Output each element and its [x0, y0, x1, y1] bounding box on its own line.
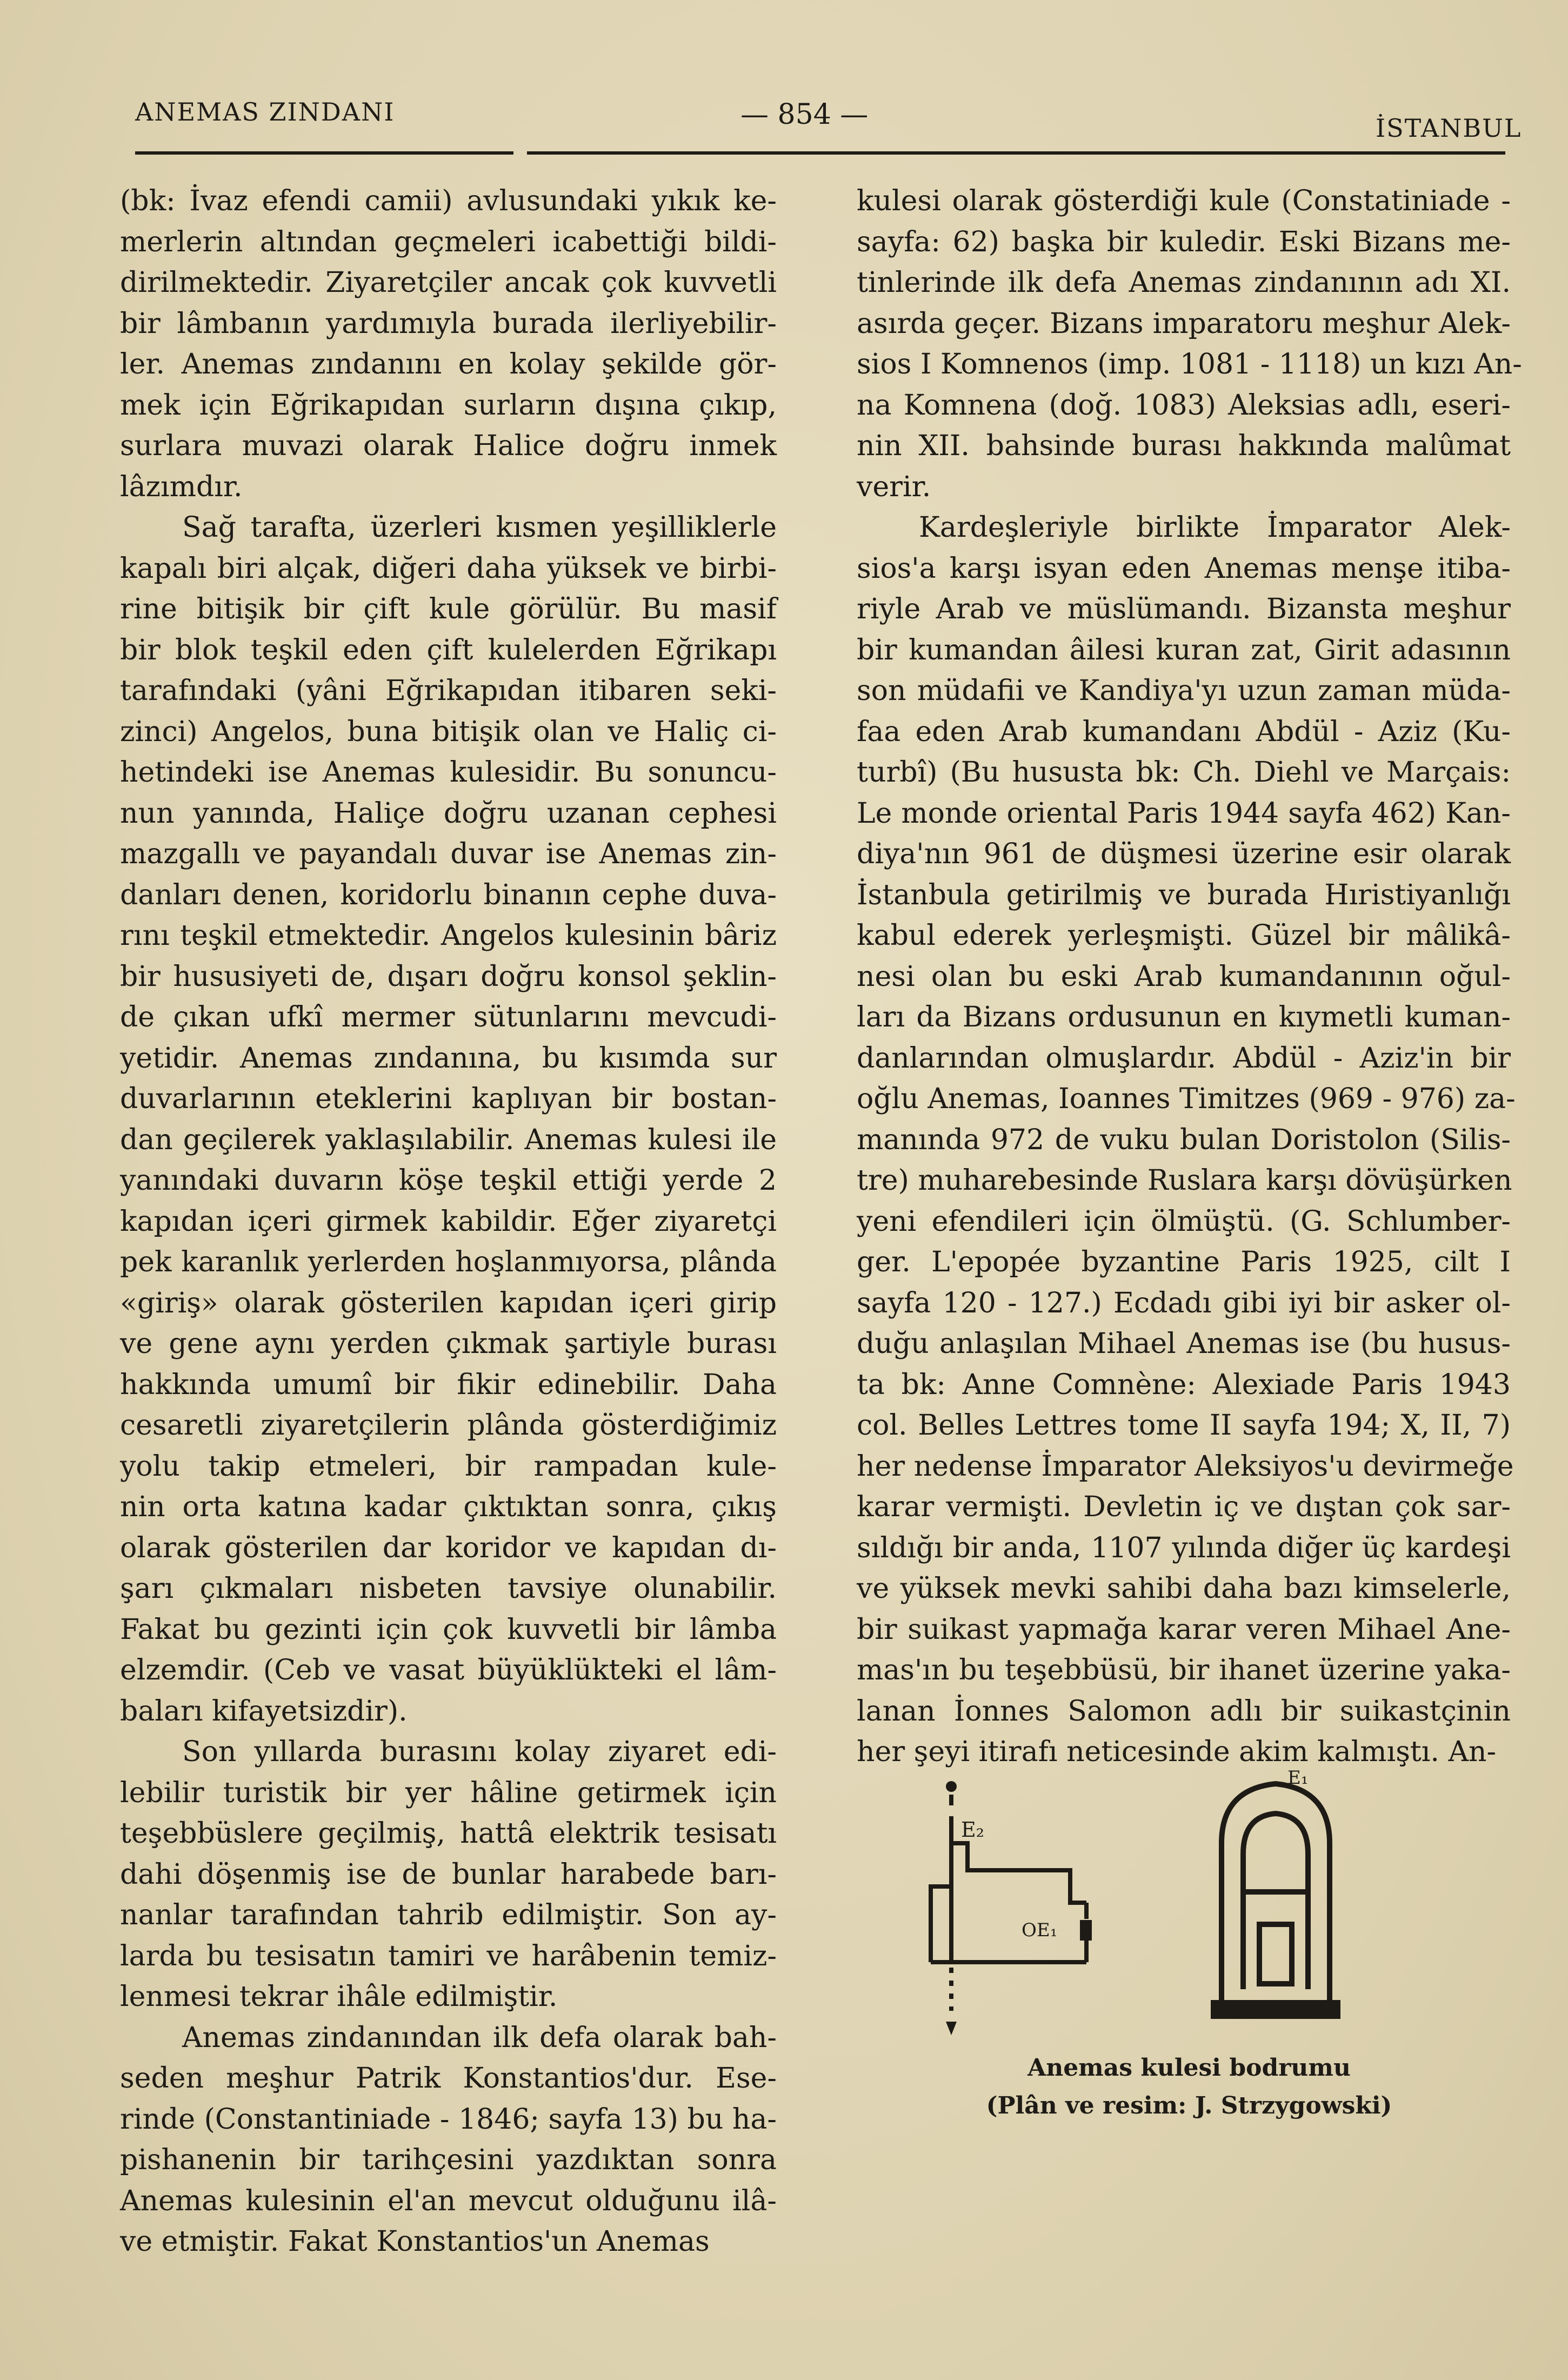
text-line: riyle Arab ve müslümandı. Bizansta meşhur — [857, 593, 1511, 625]
text-line: larda bu tesisatın tamiri ve harâbenin temiz- — [120, 1939, 777, 1972]
text-line: kapalı biri alçak, diğeri daha yüksek ve birbi- — [120, 552, 777, 585]
text-line: Sağ tarafta, üzerleri kısmen yeşilliklerle — [182, 511, 777, 544]
text-line: merlerin altından geçmeleri icabettiği bildi- — [120, 225, 777, 258]
text-line: nanlar tarafından tahrib edilmiştir. Son ay- — [120, 1899, 777, 1931]
text-line: danlarından olmuşlardır. Abdül - Aziz'in bir — [857, 1042, 1511, 1075]
text-line: mek için Eğrikapıdan surların dışına çıkıp, — [120, 389, 777, 422]
text-line: İstanbula getirilmiş ve burada Hıristiyanlığı — [857, 878, 1511, 911]
text-line: na Komnena (doğ. 1083) Aleksias adlı, eseri- — [857, 389, 1511, 422]
figure-credit: (Plân ve resim: J. Strzygowski) — [986, 2092, 1392, 2119]
text-line: dahi döşenmiş ise de bunlar harabede barı- — [120, 1858, 777, 1891]
text-line: baları kifayetsizdir). — [120, 1695, 408, 1728]
text-line: sıldığı bir anda, 1107 yılında diğer üç kardeşi — [857, 1531, 1511, 1564]
plan-drawing — [870, 1762, 1508, 2043]
text-line: rinde (Constantiniade - 1846; sayfa 13) bu ha- — [120, 2103, 777, 2136]
text-line: elzemdir. (Ceb ve vasat büyüklükteki el lâm- — [120, 1654, 777, 1686]
text-line: sios'a karşı isyan eden Anemas menşe itiba- — [857, 552, 1511, 585]
text-line: yeni efendileri için ölmüştü. (G. Schlumber- — [857, 1205, 1511, 1238]
text-line: oğlu Anemas, Ioannes Timitzes (969 - 976) za- — [857, 1083, 1516, 1115]
text-line: (bk: İvaz efendi camii) avlusundaki yıkık ke- — [120, 185, 777, 217]
text-line: ve yüksek mevki sahibi daha bazı kimselerle, — [857, 1572, 1511, 1605]
text-line: ları da Bizans ordusunun en kıymetli kuman- — [857, 1001, 1511, 1034]
text-line: verir. — [857, 470, 931, 503]
right-text-column — [857, 181, 1522, 1773]
text-line: rine bitişik bir çift kule görülür. Bu masif — [120, 593, 777, 625]
text-line: ve etmiştir. Fakat Konstantios'un Anemas — [120, 2225, 710, 2258]
text-line: tinlerinde ilk defa Anemas zindanının adı XI. — [857, 266, 1511, 299]
text-line: danları denen, koridorlu binanın cephe duva- — [120, 878, 777, 911]
text-line: bir lâmbanın yardımıyla burada ilerliyebilir- — [120, 307, 777, 340]
text-line: Anemas zindanından ilk defa olarak bah- — [182, 2021, 777, 2054]
left-text-column — [120, 181, 777, 2263]
text-line: lebilir turistik bir yer hâline getirmek için — [120, 1776, 777, 1809]
text-line: her nedense İmparator Aleksiyos'u devirmeğe — [857, 1450, 1514, 1483]
text-line: mas'ın bu teşebbüsü, bir ihanet üzerine yaka- — [857, 1654, 1511, 1686]
text-line: «giriş» olarak gösterilen kapıdan içeri girip — [120, 1286, 777, 1319]
text-line: son müdafii ve Kandiya'yı uzun zaman müda- — [857, 675, 1511, 707]
header-rule-left — [135, 151, 513, 155]
text-line: ler. Anemas zındanını en kolay şekilde gör- — [120, 348, 777, 381]
text-line: olarak gösterilen dar koridor ve kapıdan dı- — [120, 1531, 777, 1564]
text-line: sayfa: 62) başka bir kuledir. Eski Bizans me- — [857, 225, 1511, 258]
text-line: surlara muvazi olarak Halice doğru inmek — [120, 430, 777, 462]
text-line: Son yıllarda burasını kolay ziyaret edi- — [182, 1736, 777, 1768]
text-line: Kardeşleriyle birlikte İmparator Alek- — [919, 511, 1511, 544]
text-line: mazgallı ve payandalı duvar ise Anemas zin- — [120, 838, 777, 870]
text-line: seden meşhur Patrik Konstantios'dur. Ese- — [120, 2062, 777, 2095]
text-line: teşebbüslere geçilmiş, hattâ elektrik tesisatı — [120, 1817, 777, 1850]
text-line: ta bk: Anne Comnène: Alexiade Paris 1943 — [857, 1368, 1511, 1401]
text-line: pishanenin bir tarihçesini yazdıktan sonra — [120, 2144, 777, 2176]
text-line: tarafındaki (yâni Eğrikapıdan itibaren seki- — [120, 675, 777, 707]
page-number: — 854 — — [740, 98, 869, 131]
figure-caption: Anemas kulesi bodrumu — [1027, 2054, 1351, 2082]
text-line: sayfa 120 - 127.) Ecdadı gibi iyi bir asker ol- — [857, 1286, 1511, 1319]
text-line: cesaretli ziyaretçilerin plânda gösterdiğimiz — [120, 1409, 777, 1442]
text-line: Le monde oriental Paris 1944 sayfa 462) Kan- — [857, 797, 1511, 830]
text-line: yetidir. Anemas zındanına, bu kısımda sur — [120, 1042, 777, 1075]
text-line: lanan İonnes Salomon adlı bir suikastçinin — [857, 1695, 1511, 1728]
header-section-title: ANEMAS ZINDANI — [135, 97, 395, 126]
text-line: nun yanında, Haliçe doğru uzanan cephesi — [120, 797, 777, 830]
text-line: rını teşkil etmektedir. Angelos kulesinin bâriz — [120, 919, 777, 952]
text-line: nin orta katına kadar çıktıktan sonra, çıkış — [120, 1491, 777, 1523]
text-line: yanındaki duvarın köşe teşkil ettiği yerde 2 — [120, 1164, 777, 1197]
text-line: bir kumandan âilesi kuran zat, Girit adasının — [857, 634, 1511, 666]
label-e1: E₁ — [1287, 1767, 1309, 1789]
text-line: asırda geçer. Bizans imparatoru meşhur Alek- — [857, 307, 1511, 340]
text-line: ger. L'epopée byzantine Paris 1925, cilt I — [857, 1246, 1511, 1278]
text-line: kabul ederek yerleşmişti. Güzel bir mâlikâ- — [857, 919, 1511, 952]
text-line: lâzımdır. — [120, 470, 243, 503]
text-line: diya'nın 961 de düşmesi üzerine esir olarak — [857, 838, 1511, 870]
label-e2: E₂ — [961, 1818, 984, 1842]
text-line: pek karanlık yerlerden hoşlanmıyorsa, plânda — [120, 1246, 777, 1278]
text-line: ve gene aynı yerden çıkmak şartiyle burası — [120, 1328, 777, 1360]
text-line: karar vermişti. Devletin iç ve dıştan çok sar- — [857, 1491, 1511, 1523]
text-line: bir hususiyeti de, dışarı doğru konsol şeklin- — [120, 960, 777, 993]
text-line: lenmesi tekrar ihâle edilmiştir. — [120, 1981, 558, 2013]
text-line: tre) muharebesinde Ruslara karşı dövüşürken — [857, 1164, 1512, 1197]
floor-plan-figure — [870, 1762, 1508, 2205]
label-oe1: OE₁ — [1022, 1919, 1058, 1941]
text-line: zinci) Angelos, buna bitişik olan ve Haliç ci- — [120, 715, 777, 748]
text-line: dirilmektedir. Ziyaretçiler ancak çok kuvvetli — [120, 266, 777, 299]
text-line: sios I Komnenos (imp. 1081 - 1118) un kızı An- — [857, 348, 1522, 381]
text-line: nin XII. bahsinde burası hakkında malûmat — [857, 430, 1511, 462]
text-line: Anemas kulesinin el'an mevcut olduğunu ilâ- — [120, 2184, 777, 2217]
text-line: turbî) (Bu hususta bk: Ch. Diehl ve Marçais: — [857, 756, 1511, 789]
running-header — [0, 86, 1568, 162]
text-line: bir blok teşkil eden çift kulelerden Eğrikapı — [120, 634, 777, 666]
text-line: yolu takip etmeleri, bir rampadan kule- — [120, 1450, 777, 1483]
text-line: de çıkan ufkî mermer sütunlarını mevcudi- — [120, 1001, 777, 1034]
text-line: bir suikast yapmağa karar veren Mihael Ane- — [857, 1613, 1511, 1646]
text-line: col. Belles Lettres tome II sayfa 194; X, II, 7) — [857, 1409, 1511, 1442]
text-line: faa eden Arab kumandanı Abdül - Aziz (Ku- — [857, 715, 1511, 748]
text-line: Fakat bu gezinti için çok kuvvetli bir lâmba — [120, 1613, 777, 1646]
text-line: hakkında umumî bir fikir edinebilir. Daha — [120, 1368, 777, 1401]
text-line: duvarlarının eteklerini kaplıyan bir bostan- — [120, 1083, 777, 1115]
text-line: nesi olan bu eski Arab kumandanının oğul- — [857, 960, 1511, 993]
header-rule-right — [527, 151, 1505, 155]
text-line: şarı çıkmaları nisbeten tavsiye olunabilir. — [120, 1572, 777, 1605]
text-line: kulesi olarak gösterdiği kule (Constatiniade - — [857, 185, 1511, 217]
text-line: dan geçilerek yaklaşılabilir. Anemas kulesi ile — [120, 1123, 777, 1156]
header-publication-title: İSTANBUL — [1376, 114, 1522, 143]
text-line: kapıdan içeri girmek kabildir. Eğer ziyaretçi — [120, 1205, 777, 1238]
text-line: her şeyi itirafı neticesinde akim kalmıştı. An- — [857, 1736, 1497, 1768]
text-line: manında 972 de vuku bulan Doristolon (Silis- — [857, 1123, 1511, 1156]
text-line: duğu anlaşılan Mihael Anemas ise (bu husus- — [857, 1328, 1511, 1360]
text-line: hetindeki ise Anemas kulesidir. Bu sonuncu- — [120, 756, 777, 789]
